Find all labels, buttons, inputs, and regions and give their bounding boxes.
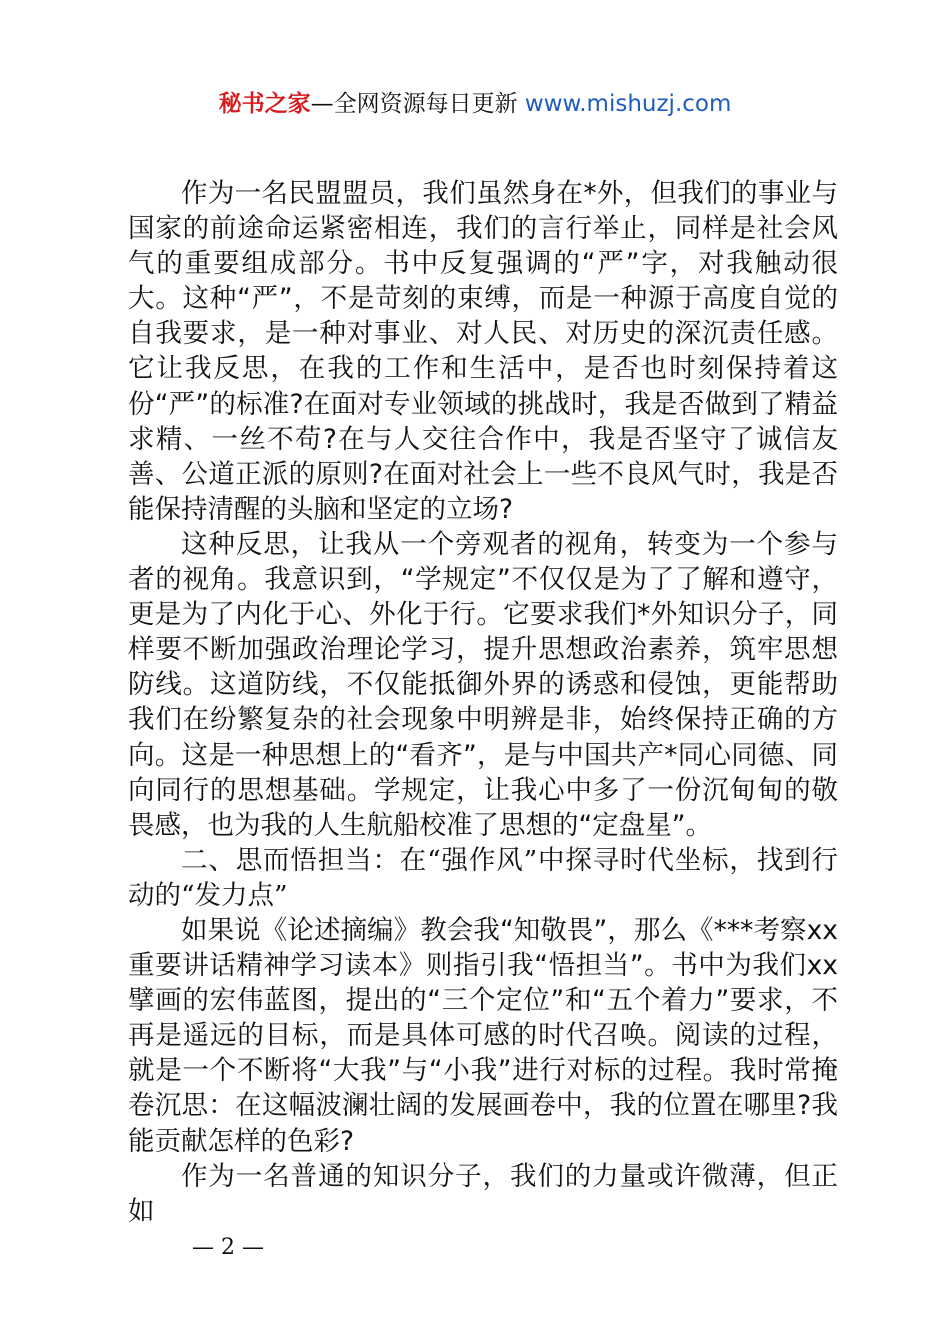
paragraph-4: 作为一名普通的知识分子，我们的力量或许微薄，但正如 <box>128 1160 838 1227</box>
section-heading: 二、思而悟担当：在“强作风”中探寻时代坐标，找到行动的“发力点” <box>128 844 838 911</box>
paragraph-2: 这种反思，让我从一个旁观者的视角，转变为一个参与者的视角。我意识到，“学规定”不仅仅是为了了解和遵守，更是为了内化于心、外化于行。它要求我们*外知识分子，同样要不断加强政治理论学习，提升思想政治素养，筑牢思想防线。这道防线，不仅能抵御外界的诱惑和侵蚀，更能帮助我们在纷繁复杂的社会现象中明辨是非，始终保持正确的方向。这是一种思想上的“看齐”，是与中国共产*同心同德、同向同行的思想基础。学规定，让我心中多了一份沉甸甸的敬畏感，也为我的人生航船校准了思想的“定盘星”。 <box>128 528 838 841</box>
paragraph-1: 作为一名民盟盟员，我们虽然身在*外，但我们的事业与国家的前途命运紧密相连，我们的言行举止，同样是社会风气的重要组成部分。书中反复强调的“严”字，对我触动很大。这种“严”，不是苛刻的束缚，而是一种源于高度自觉的自我要求，是一种对事业、对人民、对历史的深沉责任感。它让我反思，在我的工作和生活中，是否也时刻保持着这份“严”的标准?在面对专业领域的挑战时，我是否做到了精益求精、一丝不苟?在与人交往合作中，我是否坚守了诚信友善、公道正派的原则?在面对社会上一些不良风气时，我是否能保持清醒的头脑和坚定的立场? <box>128 178 838 525</box>
website-link[interactable]: www.mishuzj.com <box>524 91 732 117</box>
page-number: — 2 — <box>192 1235 264 1260</box>
document-body <box>128 176 838 1229</box>
header-tagline: —全网资源每日更新 <box>310 91 525 117</box>
brand-name: 秘书之家 <box>218 91 311 117</box>
site-header <box>0 86 950 122</box>
paragraph-3: 如果说《论述摘编》教会我“知敬畏”，那么《***考察xx重要讲话精神学习读本》则指引我“悟担当”。书中为我们xx擘画的宏伟蓝图，提出的“三个定位”和“五个着力”要求，不再是遥远的目标，而是具体可感的时代召唤。阅读的过程，就是一个不断将“大我”与“小我”进行对标的过程。我时常掩卷沉思：在这幅波澜壮阔的发展画卷中，我的位置在哪里?我能贡献怎样的色彩? <box>128 914 838 1157</box>
